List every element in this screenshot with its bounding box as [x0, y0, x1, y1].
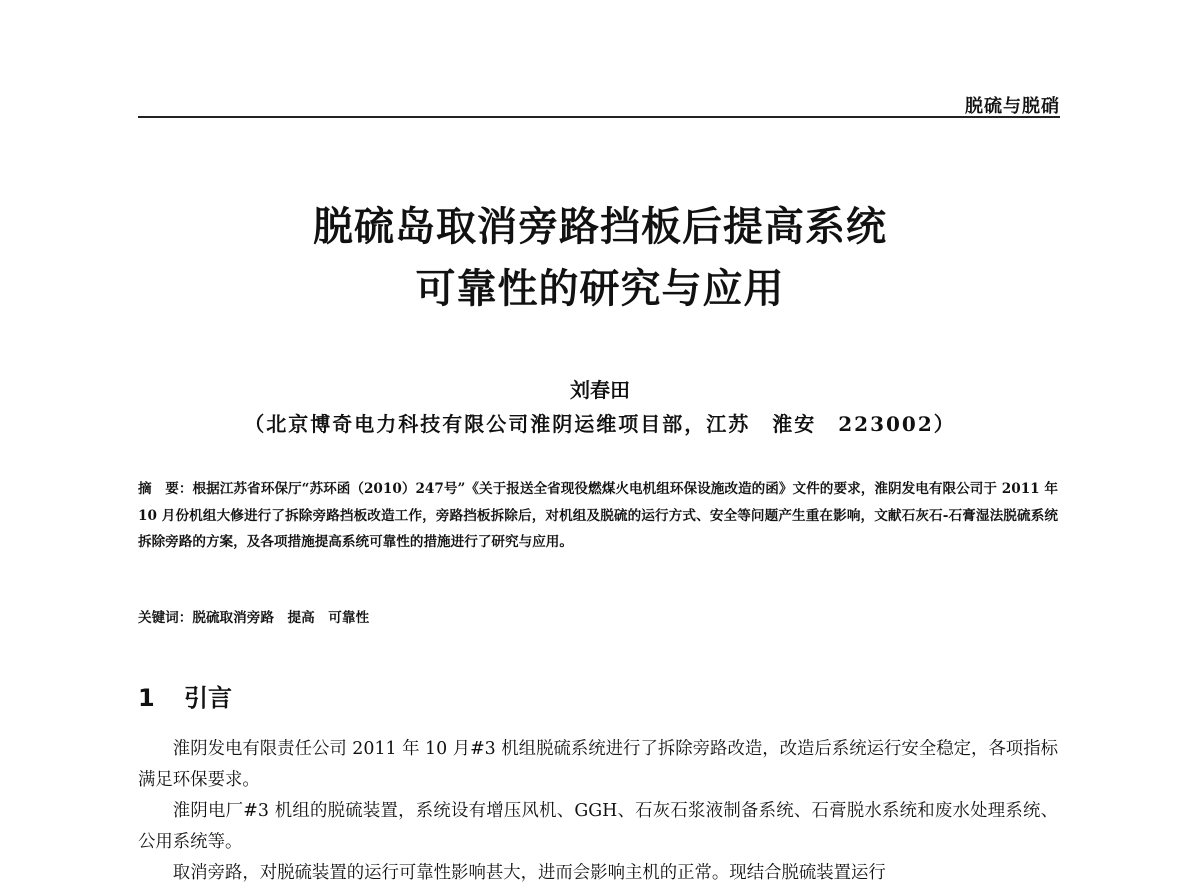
body-paragraph: 淮阴电厂#3 机组的脱硫装置，系统设有增压风机、GGH、石灰石浆液制备系统、石膏脱水系统和废水处理系统、公用系统等。 — [138, 801, 1058, 852]
running-header-section: 脱硫与脱硝 — [965, 96, 1060, 117]
keywords-label: 关键词： — [138, 610, 193, 626]
body-paragraph: 淮阴发电有限责任公司 2011 年 10 月#3 机组脱硫系统进行了拆除旁路改造，改造后系统运行安全稳定，各项指标满足环保要求。 — [138, 739, 1058, 790]
abstract — [138, 476, 1058, 556]
keywords-items: 脱硫取消旁路 提高 可靠性 — [192, 610, 370, 626]
paper-title — [0, 196, 1200, 320]
section-number: 1 — [138, 684, 155, 712]
section-body — [138, 734, 1058, 889]
section-title: 引言 — [184, 684, 232, 712]
body-paragraph: 取消旁路，对脱硫装置的运行可靠性影响甚大，进而会影响主机的正常。现结合脱硫装置运行 — [172, 863, 886, 883]
author-name: 刘春田 — [570, 378, 630, 402]
header-divider — [138, 116, 1060, 118]
author-affiliation: （北京博奇电力科技有限公司淮阴运维项目部，江苏 淮安 223002） — [244, 412, 956, 436]
title-line-2: 可靠性的研究与应用 — [415, 266, 785, 312]
section-heading — [138, 678, 232, 713]
abstract-label: 摘 要： — [138, 481, 193, 497]
title-line-1: 脱硫岛取消旁路挡板后提高系统 — [313, 204, 887, 250]
abstract-text: 根据江苏省环保厅“苏环函（2010）247号”《关于报送全省现役燃煤火电机组环保设施改造的函》文件的要求，淮阴发电有限公司于 2011 年 10 月份机组大修进行了拆除旁路挡板改造工作，旁路挡板拆除后，对机组及脱硫的运行方式、安全等问题产生重在影响，文献石灰石-石膏湿法脱硫系统拆除旁路的方案，及各项措施提高系统可靠性的措施进行了研究与应用。 — [138, 481, 1058, 550]
keywords — [138, 605, 1058, 631]
